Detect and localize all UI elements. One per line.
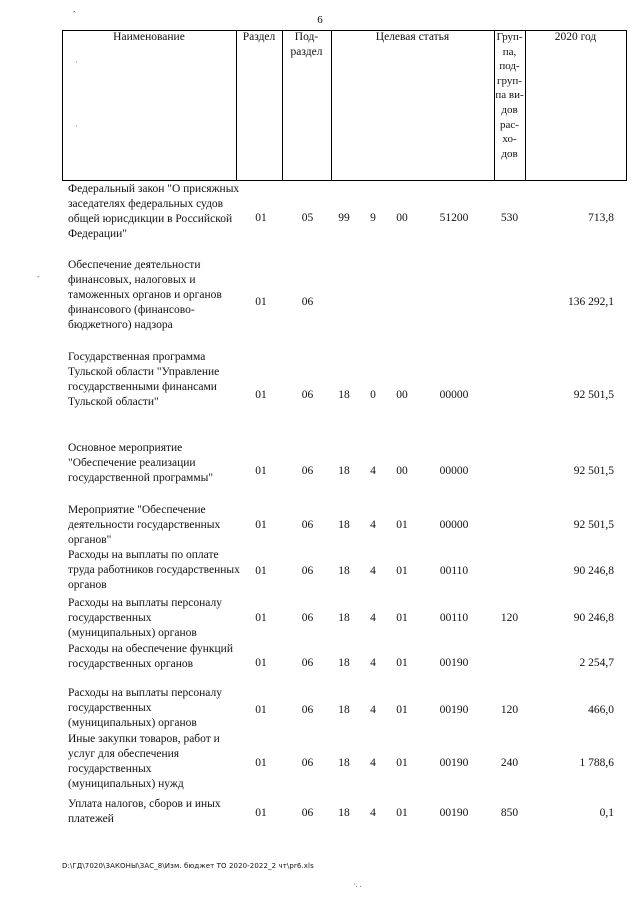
row-subsection: 06 (301, 657, 314, 669)
row-d: 00110 (439, 565, 469, 577)
row-group: 240 (500, 757, 519, 769)
page-number: 6 (317, 14, 323, 26)
row-amount: 92 501,5 (573, 465, 614, 477)
row-a: 18 (338, 389, 350, 401)
row-d: 00190 (439, 657, 469, 669)
row-c: 00 (396, 465, 408, 477)
row-c: 00 (396, 389, 408, 401)
row-name: Расходы на обеспечение функций государственных органов (68, 643, 233, 670)
row-a: 18 (338, 465, 350, 477)
row-b: 4 (370, 519, 376, 531)
row-group: 120 (500, 612, 519, 624)
row-name: Обеспечение деятельности финансовых, налоговых и таможенных органов и органов финансового (финансово-бюджетного) надзора (68, 259, 222, 331)
row-section: 01 (255, 389, 267, 401)
row-subsection: 06 (301, 757, 314, 769)
row-d: 00000 (439, 465, 469, 477)
row-section: 01 (255, 212, 267, 224)
row-a: 18 (338, 657, 350, 669)
row-amount: 136 292,1 (568, 296, 614, 308)
row-c: 01 (396, 757, 408, 769)
row-amount: 92 501,5 (573, 389, 614, 401)
row-subsection: 06 (301, 389, 314, 401)
row-subsection: 06 (301, 519, 314, 531)
row-amount: 0,1 (599, 807, 614, 819)
row-name: Мероприятие "Обеспечение деятельности государственных органов" (68, 504, 221, 546)
row-b: 4 (370, 807, 376, 819)
row-d: 00190 (439, 757, 469, 769)
header-group-type: Груп- па, под- груп- па ви- дов рас- хо- дов (495, 31, 524, 160)
scan-mark: · (75, 122, 78, 131)
row-a: 18 (338, 519, 350, 531)
row-name: Расходы на выплаты персоналу государственных (муниципальных) органов (68, 597, 222, 639)
row-c: 01 (396, 704, 408, 716)
row-section: 01 (255, 807, 267, 819)
row-a: 18 (338, 565, 350, 577)
row-b: 4 (370, 565, 376, 577)
row-a: 18 (338, 757, 350, 769)
row-subsection: 06 (301, 612, 314, 624)
row-b: 0 (370, 389, 376, 401)
row-a: 18 (338, 612, 350, 624)
header-section: Раздел (242, 31, 276, 43)
row-d: 00190 (439, 807, 469, 819)
row-amount: 2 254,7 (579, 657, 614, 669)
row-a: 99 (338, 212, 350, 224)
row-b: 9 (370, 212, 376, 224)
row-c: 01 (396, 612, 408, 624)
row-subsection: 05 (301, 212, 314, 224)
header-target-article: Целевая статья (375, 31, 450, 43)
row-section: 01 (255, 565, 267, 577)
col-divider (331, 30, 332, 181)
row-d: 00190 (439, 704, 469, 716)
row-name: Основное мероприятие "Обеспечение реализации государственной программы" (68, 442, 214, 484)
header-year: 2020 год (554, 31, 597, 43)
row-section: 01 (255, 296, 267, 308)
row-subsection: 06 (301, 465, 314, 477)
row-b: 4 (370, 757, 376, 769)
header-subsection: Под- раздел (290, 31, 323, 58)
row-section: 01 (255, 519, 267, 531)
row-section: 01 (255, 465, 267, 477)
row-b: 4 (370, 612, 376, 624)
row-name: Уплата налогов, сборов и иных платежей (68, 798, 221, 825)
row-group: 530 (500, 212, 519, 224)
row-section: 01 (255, 657, 267, 669)
row-subsection: 06 (301, 807, 314, 819)
row-name: Федеральный закон "О присяжных заседателях федеральных судов общей юрисдикции в Российской Федерации" (68, 183, 240, 240)
row-b: 4 (370, 657, 376, 669)
row-group: 120 (500, 704, 519, 716)
row-subsection: 06 (301, 565, 314, 577)
col-divider (525, 30, 526, 181)
row-section: 01 (255, 757, 267, 769)
row-c: 00 (396, 212, 408, 224)
row-b: 4 (370, 704, 376, 716)
row-amount: 1 788,6 (579, 757, 614, 769)
row-amount: 90 246,8 (573, 612, 614, 624)
col-divider (236, 30, 237, 181)
row-name: Расходы на выплаты персоналу государственных (муниципальных) органов (68, 687, 222, 729)
row-c: 01 (396, 807, 408, 819)
row-section: 01 (255, 612, 267, 624)
row-amount: 90 246,8 (573, 565, 614, 577)
scan-mark: ˆ (73, 10, 76, 19)
row-subsection: 06 (301, 704, 314, 716)
scan-mark: ·. . (353, 880, 362, 889)
row-d: 00000 (439, 519, 469, 531)
row-amount: 466,0 (588, 704, 614, 716)
row-d: 00000 (439, 389, 469, 401)
row-c: 01 (396, 519, 408, 531)
row-name: Расходы на выплаты по оплате труда работников государственных органов (68, 549, 240, 591)
row-d: 00110 (439, 612, 469, 624)
scan-mark: - (37, 272, 40, 281)
row-section: 01 (255, 704, 267, 716)
col-divider (62, 30, 63, 181)
table-header (62, 30, 627, 181)
row-name: Государственная программа Тульской области "Управление государственными финансами Тульской области" (68, 351, 220, 408)
header-name: Наименование (113, 31, 185, 43)
row-a: 18 (338, 807, 350, 819)
row-c: 01 (396, 657, 408, 669)
row-subsection: 06 (301, 296, 314, 308)
row-group: 850 (500, 807, 519, 819)
row-name: Иные закупки товаров, работ и услуг для обеспечения государственных (муниципальных) нужд (68, 733, 220, 790)
row-d: 51200 (439, 212, 469, 224)
row-a: 18 (338, 704, 350, 716)
file-path-footer: D:\ГД\7020\ЗАКОНЫ\ЗАС_8\Изм. бюджет ТО 2020-2022_2 чт\pr6.xls (62, 862, 314, 870)
row-c: 01 (396, 565, 408, 577)
col-divider (626, 30, 627, 181)
scan-mark: · (75, 58, 78, 67)
row-b: 4 (370, 465, 376, 477)
header-bottom-rule (62, 180, 627, 181)
row-amount: 92 501,5 (573, 519, 614, 531)
row-amount: 713,8 (588, 212, 614, 224)
